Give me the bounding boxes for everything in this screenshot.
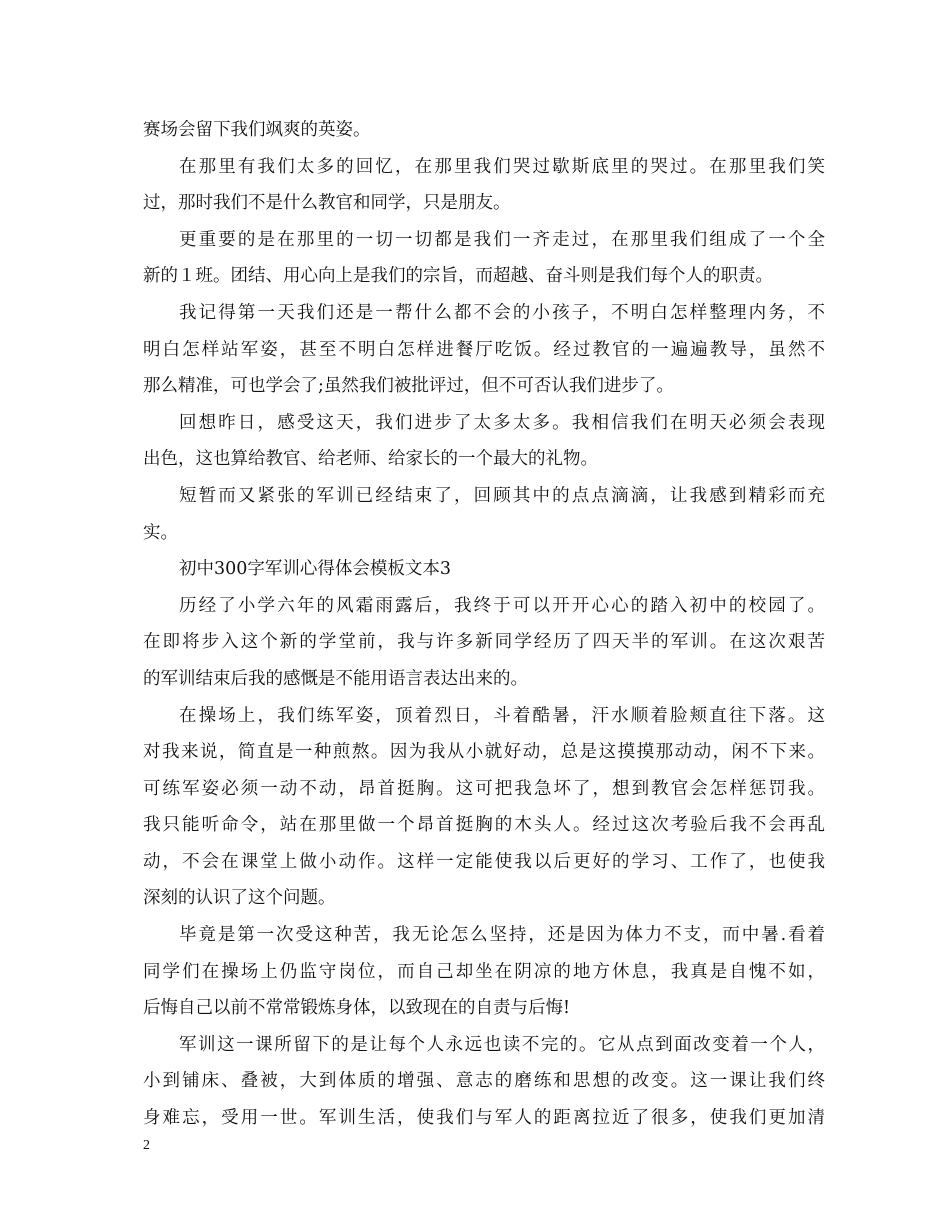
text-line: 小到铺床、叠被，大到体质的增强、意志的磨练和思想的改变。这一课让我们终 xyxy=(143,1071,825,1092)
text-line: 更重要的是在那里的一切一切都是我们一齐走过，在那里我们组成了一个全 xyxy=(179,229,825,250)
text-line: 明白怎样站军姿，甚至不明白怎样进餐厅吃饭。经过教官的一遍遍教导，虽然不 xyxy=(143,339,825,360)
text-line: 身难忘，受用一世。军训生活，使我们与军人的距离拉近了很多，使我们更加清 xyxy=(143,1108,825,1129)
text-line: 毕竟是第一次受这种苦，我无论怎么坚持，还是因为体力不支，而中暑.看着 xyxy=(179,925,825,946)
text-line: 历经了小学六年的风霜雨露后，我终于可以开开心心的踏入初中的校园了。 xyxy=(179,595,825,616)
text-line: 初中300字军训心得体会模板文本3 xyxy=(179,559,452,580)
text-line: 出色，这也算给教官、给老师、给家长的一个最大的礼物。 xyxy=(143,449,598,470)
text-line: 在操场上，我们练军姿，顶着烈日，斗着酷暑，汗水顺着脸颊直往下落。这 xyxy=(179,705,825,726)
text-line: 可练军姿必须一动不动，昂首挺胸。这可把我急坏了，想到教官会怎样惩罚我。 xyxy=(143,778,825,799)
text-line: 我记得第一天我们还是一帮什么都不会的小孩子，不明白怎样整理内务，不 xyxy=(179,302,825,323)
text-line: 过，那时我们不是什么教官和同学，只是朋友。 xyxy=(143,193,511,214)
text-line: 在即将步入这个新的学堂前，我与许多新同学经历了四天半的军训。在这次艰苦 xyxy=(143,632,825,653)
document-body xyxy=(143,112,825,1137)
page-number: 2 xyxy=(143,1138,150,1153)
text-line: 短暂而又紧张的军训已经结束了，回顾其中的点点滴滴，让我感到精彩而充 xyxy=(179,485,825,506)
text-line: 动，不会在课堂上做小动作。这样一定能使我以后更好的学习、工作了，也使我 xyxy=(143,851,825,872)
text-line: 在那里有我们太多的回忆，在那里我们哭过歇斯底里的哭过。在那里我们笑 xyxy=(179,156,825,177)
text-line: 实。 xyxy=(143,522,178,543)
text-line: 回想昨日，感受这天，我们进步了太多太多。我相信我们在明天必须会表现 xyxy=(179,412,825,433)
text-line: 的军训结束后我的感慨是不能用语言表达出来的。 xyxy=(143,668,528,689)
text-line: 深刻的认识了这个问题。 xyxy=(143,888,336,909)
text-line: 同学们在操场上仍监守岗位，而自己却坐在阴凉的地方休息，我真是自愧不如， xyxy=(143,961,825,982)
text-line: 那么精准，可也学会了;虽然我们被批评过，但不可否认我们进步了。 xyxy=(143,376,674,397)
text-line: 新的１班。团结、用心向上是我们的宗旨，而超越、奋斗则是我们每个人的职责。 xyxy=(143,266,773,287)
text-line: 对我来说，简直是一种煎熬。因为我从小就好动，总是这摸摸那动动，闲不下来。 xyxy=(143,742,825,763)
text-line: 军训这一课所留下的是让每个人永远也读不完的。它从点到面改变着一个人， xyxy=(179,1034,825,1055)
text-line: 赛场会留下我们飒爽的英姿。 xyxy=(143,120,371,140)
text-line: 我只能听命令，站在那里做一个昂首挺胸的木头人。经过这次考验后我不会再乱 xyxy=(143,815,825,836)
text-line: 后悔自己以前不常常锻炼身体，以致现在的自责与后悔! xyxy=(143,998,571,1019)
